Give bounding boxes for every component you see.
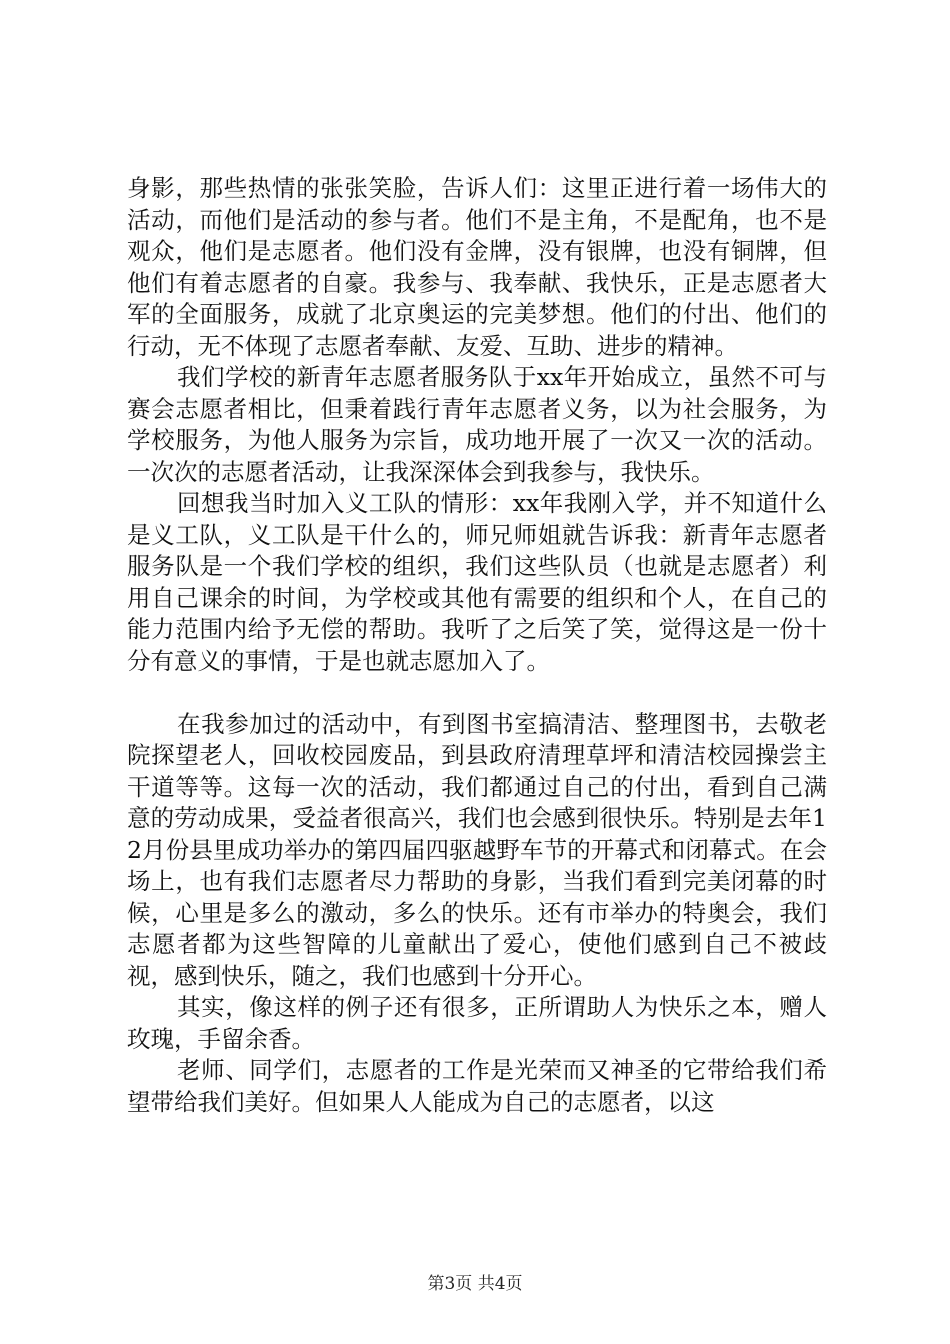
document-body [127, 173, 827, 1118]
paragraph-4: 在我参加过的活动中，有到图书室搞清洁、整理图书，去敬老院探望老人，回收校园废品，到县政府清理草坪和清洁校园操尝主干道等等。这每一次的活动，我们都通过自己的付出，看到自己满意的劳动成果，受益者很高兴，我们也会感到很快乐。特别是去年12月份县里成功举办的第四届四驱越野车节的开幕式和闭幕式。在会场上，也有我们志愿者尽力帮助的身影，当我们看到完美闭幕的时候，心里是多么的激动，多么的快乐。还有市举办的特奥会，我们志愿者都为这些智障的儿童献出了爱心，使他们感到自己不被歧视，感到快乐，随之，我们也感到十分开心。 [127, 709, 827, 990]
paragraph-1: 身影，那些热情的张张笑脸，告诉人们：这里正进行着一场伟大的活动，而他们是活动的参与者。他们不是主角，不是配角，也不是观众，他们是志愿者。他们没有金牌，没有银牌，也没有铜牌，但他们有着志愿者的自豪。我参与、我奉献、我快乐，正是志愿者大军的全面服务，成就了北京奥运的完美梦想。他们的付出、他们的行动，无不体现了志愿者奉献、友爱、互助、进步的精神。 [127, 174, 827, 360]
paragraph-5: 其实，像这样的例子还有很多，正所谓助人为快乐之本，赠人玫瑰，手留余香。 [127, 993, 827, 1053]
paragraph-6: 老师、同学们，志愿者的工作是光荣而又神圣的它带给我们希望带给我们美好。但如果人人能成为自己的志愿者，以这 [127, 1056, 827, 1116]
paragraph-2: 我们学校的新青年志愿者服务队于xx年开始成立，虽然不可与赛会志愿者相比，但秉着践行青年志愿者义务，以为社会服务，为学校服务，为他人服务为宗旨，成功地开展了一次又一次的活动。一次次的志愿者活动，让我深深体会到我参与，我快乐。 [127, 363, 827, 486]
page-footer: 第3页 共4页 [427, 1274, 523, 1294]
paragraph-gap [127, 677, 827, 709]
paragraph-3: 回想我当时加入义工队的情形：xx年我刚入学，并不知道什么是义工队，义工队是干什么的，师兄师姐就告诉我：新青年志愿者服务队是一个我们学校的组织，我们这些队员（也就是志愿者）利用自己课余的时间，为学校或其他有需要的组织和个人，在自己的能力范围内给予无偿的帮助。我听了之后笑了笑，觉得这是一份十分有意义的事情，于是也就志愿加入了。 [127, 489, 827, 675]
